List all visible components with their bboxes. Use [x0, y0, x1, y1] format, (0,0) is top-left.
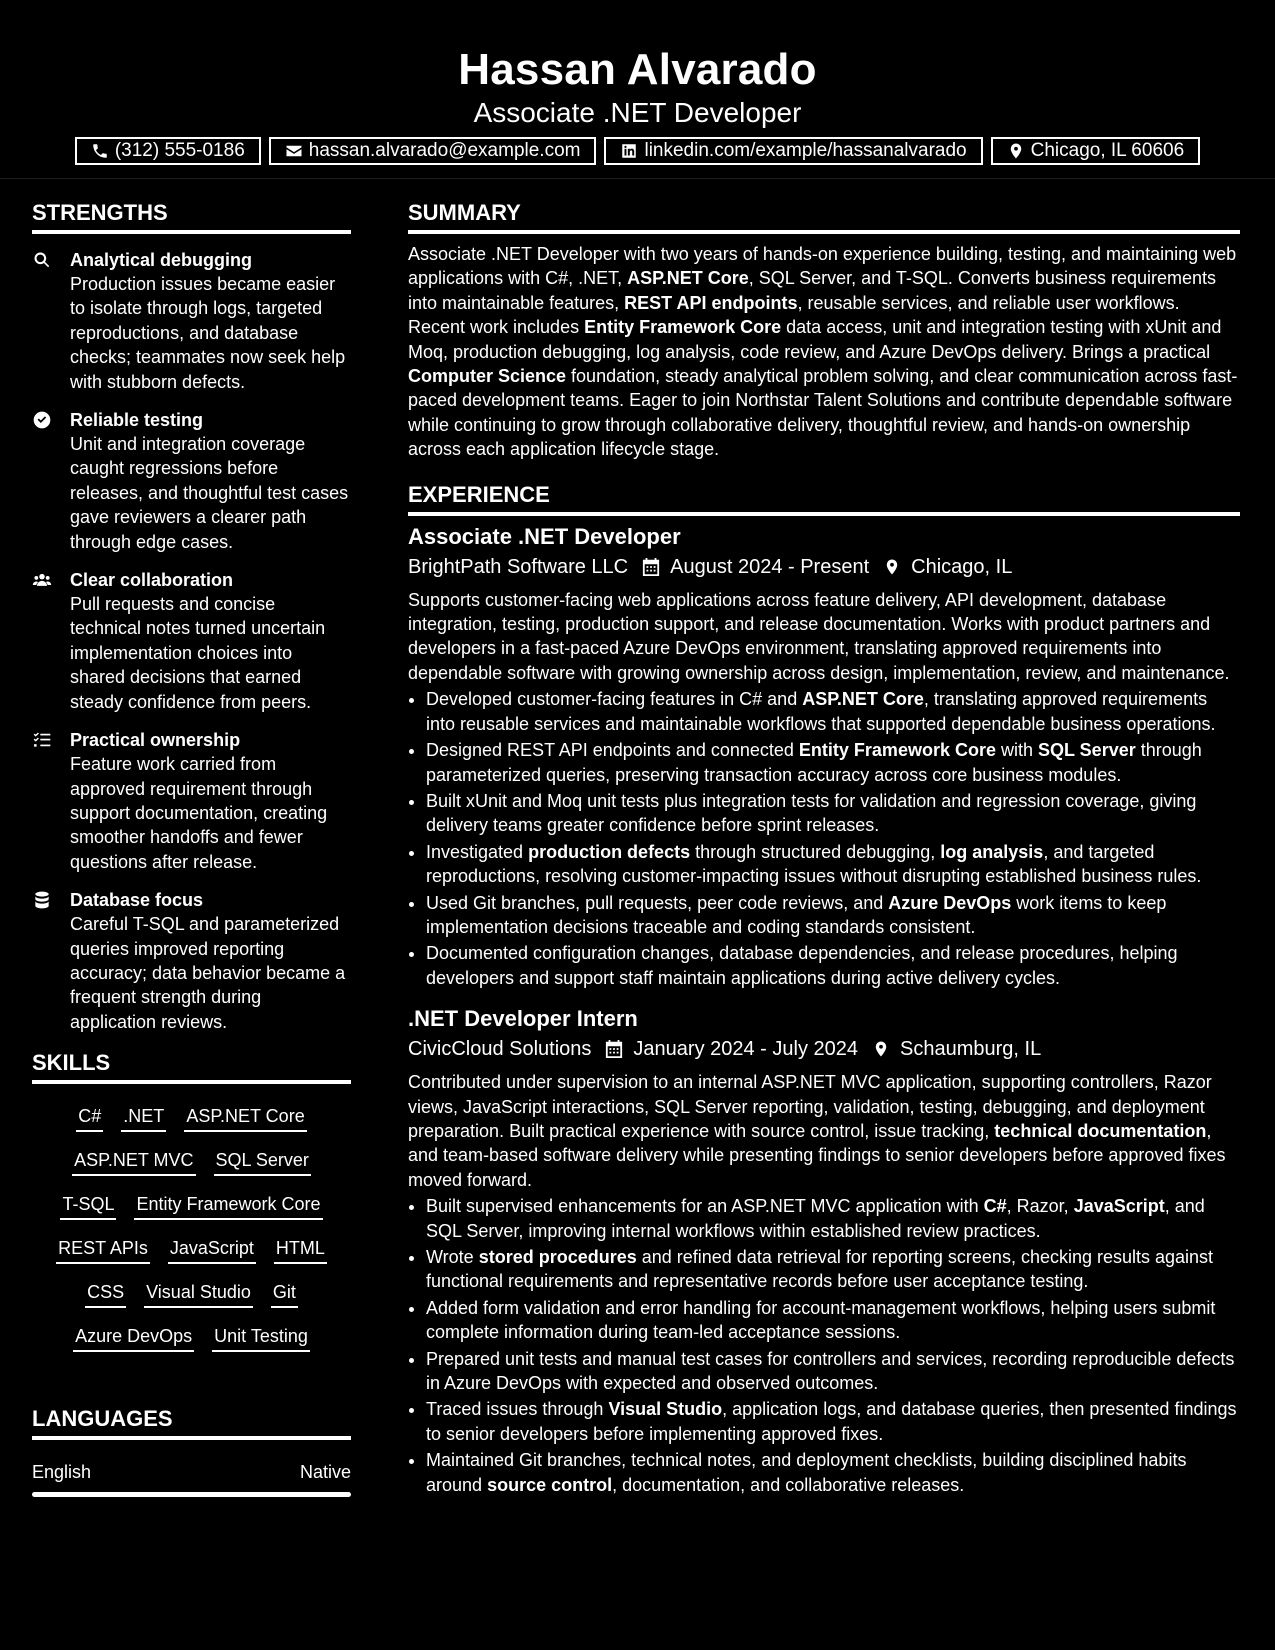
users-icon [32, 570, 52, 590]
text-run: , and targeted reproductions, resolving customer-impacting issues without disrupting established business rules. [426, 841, 1202, 887]
languages-section [32, 1404, 351, 1497]
text-run: Wrote [426, 1247, 479, 1267]
calendar-icon [642, 557, 660, 577]
strength-desc: Feature work carried from approved requirement through support documentation, creating smoother handoffs and fewer questions after release. [70, 754, 328, 872]
text-run: , application logs, and database queries, then presented findings to senior developers before implementing approved fixes. [426, 1399, 1237, 1444]
emphasis-text: REST API endpoints [624, 292, 798, 313]
job-location: Schaumburg, IL [900, 1038, 1042, 1061]
strength-title: Analytical debugging [70, 250, 253, 270]
text-run: Traced issues through [426, 1399, 609, 1420]
resume-header [0, 0, 1275, 179]
language-name: English [32, 1462, 92, 1483]
job-bullet [426, 1296, 1240, 1345]
emphasis-text: SQL Server [1038, 740, 1136, 761]
skills-heading: SKILLS [32, 1048, 351, 1084]
text-run: Added form validation and error handling for account-management workflows, helping users submit complete information during team-led acceptance sessions. [426, 1297, 1216, 1343]
job-entry [408, 1004, 1240, 1497]
search-icon [32, 250, 52, 270]
text-run: , and SQL Server, improving internal workflows within established review practices. [426, 1196, 1205, 1241]
job-title: .NET Developer Intern [408, 1006, 638, 1032]
map-pin-icon [1007, 142, 1025, 160]
skill-tag: Entity Framework Core [134, 1192, 322, 1220]
job-bullet [426, 1347, 1240, 1396]
phone-icon [91, 142, 109, 160]
job-bullet [426, 891, 1240, 940]
emphasis-text: Entity Framework Core [798, 740, 996, 761]
job-bullet [426, 789, 1240, 838]
linkedin-icon [620, 142, 638, 160]
summary-text [408, 242, 1240, 462]
text-run: Prepared unit tests and manual test cases for controllers and services, recording reproducible defects in Azure DevOps with expected and observed outcomes. [426, 1348, 1235, 1394]
skill-tag: C# [76, 1104, 103, 1132]
emphasis-text: stored procedures [478, 1247, 637, 1267]
text-run: Investigated [426, 841, 529, 862]
contact-email[interactable] [269, 137, 597, 165]
job-entry [408, 522, 1240, 991]
emphasis-text: Azure DevOps [888, 892, 1012, 913]
text-run: Contributed under supervision to an internal ASP.NET MVC application, supporting controllers, Razor views, JavaScript interactions, SQL Server reporting, validation, testing, debugging, and deployment preparation. Built practical experience with source control, issue tracking, [408, 1072, 1212, 1141]
text-run: Maintained Git branches, technical notes, and deployment checklists, building disciplined habits around [426, 1450, 1187, 1495]
calendar-icon [605, 1039, 623, 1059]
envelope-icon [285, 142, 303, 160]
contact-location-text: Chicago, IL 60606 [1030, 140, 1185, 161]
languages-heading: LANGUAGES [32, 1404, 351, 1440]
job-bullet [426, 941, 1240, 990]
job-bullets [408, 687, 1240, 990]
skill-tag: REST APIs [56, 1236, 150, 1264]
text-run: Used Git branches, pull requests, peer code reviews, and [426, 892, 889, 913]
strength-desc: Pull requests and concise technical notes turned uncertain implementation choices into shared decisions that earned steady confidence from peers. [70, 594, 326, 712]
contact-bar [0, 137, 1275, 165]
skill-tag: Unit Testing [212, 1324, 310, 1352]
emphasis-text: JavaScript [1073, 1196, 1165, 1217]
experience-heading: EXPERIENCE [408, 480, 1240, 516]
skill-tag: HTML [274, 1236, 327, 1264]
emphasis-text: Visual Studio [608, 1399, 723, 1420]
job-description [408, 1070, 1240, 1192]
strength-title: Reliable testing [70, 410, 204, 431]
job-dates: August 2024 - Present [670, 555, 870, 578]
skill-tag: .NET [121, 1104, 166, 1132]
job-location: Chicago, IL [911, 555, 1013, 578]
emphasis-text: Entity Framework Core [584, 317, 782, 338]
text-run: with [995, 740, 1038, 761]
text-run: Developed customer-facing features in C# and [426, 689, 803, 710]
emphasis-text: C# [983, 1196, 1007, 1217]
skill-tag: T-SQL [60, 1192, 116, 1220]
job-dates: January 2024 - July 2024 [633, 1038, 859, 1061]
skills-section [32, 1048, 351, 1352]
text-run: Associate .NET Developer with two years of hands-on experience building, testing, and maintaining web applications with C#, .NET, [408, 244, 1237, 289]
job-meta [408, 552, 1240, 582]
emphasis-text: production defects [528, 841, 691, 862]
list-check-icon [32, 730, 52, 750]
language-proficiency-bar [32, 1492, 351, 1497]
text-run: , Razor, [1006, 1196, 1074, 1217]
emphasis-text: ASP.NET Core [802, 689, 924, 710]
job-description [408, 588, 1240, 686]
database-icon [32, 890, 52, 910]
job-title: Associate .NET Developer [408, 523, 681, 549]
candidate-title: Associate .NET Developer [473, 97, 802, 128]
skill-tag: JavaScript [168, 1236, 256, 1264]
job-bullet [426, 840, 1240, 889]
text-run: data access, unit and integration testing with xUnit and Moq, production debugging, log analysis, code review, and Azure DevOps delivery. Brings a practical [408, 317, 1222, 362]
text-run: Supports customer-facing web applications across feature delivery, API development, database integration, testing, production support, and release documentation. Works with product partners and developers in a fast-paced Azure DevOps environment, translating approved requirements into dependable software with growing ownership across design, implementation, review, and maintenance. [408, 589, 1230, 683]
skill-tag: Visual Studio [144, 1280, 253, 1308]
strength-item [32, 248, 351, 394]
job-bullet [426, 738, 1240, 787]
contact-linkedin[interactable] [604, 137, 982, 165]
job-bullet [426, 1448, 1240, 1497]
strength-item [32, 408, 351, 554]
job-bullets [408, 1194, 1240, 1497]
candidate-name: Hassan Alvarado [458, 45, 817, 94]
skill-tag: CSS [85, 1280, 126, 1308]
text-run: foundation, steady analytical problem solving, and clear communication across fast-paced development teams. Eager to join Northstar Talent Solutions and contribute dependable software while continuing to grow through collaborative delivery, thoughtful review, and hands-on ownership across each application lifecycle stage. [408, 366, 1238, 460]
strength-desc: Unit and integration coverage caught regressions before releases, and thoughtful test cases gave reviewers a clearer path through edge cases. [70, 434, 349, 552]
job-meta [408, 1034, 1240, 1064]
text-run: and refined data retrieval for reporting screens, checking results against functional requirements and representative records before user acceptance testing. [426, 1247, 1214, 1292]
job-bullet [426, 687, 1240, 736]
emphasis-text: log analysis [940, 841, 1044, 862]
emphasis-text: technical documentation [994, 1120, 1207, 1141]
text-run: Built supervised enhancements for an ASP.NET MVC application with [426, 1196, 984, 1217]
job-bullet [426, 1194, 1240, 1243]
text-run: , SQL Server, and T-SQL. Converts business requirements into maintainable features, [408, 268, 1217, 313]
job-bullet [426, 1397, 1240, 1446]
text-run: through parameterized queries, preserving transaction accuracy across core business modules. [426, 740, 1202, 785]
contact-phone-text: (312) 555-0186 [114, 140, 245, 161]
strength-title: Clear collaboration [70, 570, 234, 591]
skill-tag: Azure DevOps [73, 1324, 194, 1352]
skill-tag: ASP.NET MVC [72, 1148, 195, 1176]
left-column [32, 198, 351, 1497]
strengths-heading: STRENGTHS [32, 198, 351, 234]
emphasis-text: source control [487, 1474, 613, 1495]
strengths-list [32, 248, 351, 1034]
strength-title: Practical ownership [70, 730, 241, 751]
strength-item [32, 728, 351, 874]
text-run: work items to keep implementation decisions traceable and coding standards consistent. [426, 892, 1167, 937]
text-run: , reusable services, and reliable user workflows. Recent work includes [408, 292, 1180, 338]
map-pin-icon [883, 557, 901, 577]
skill-tag: Git [271, 1280, 298, 1308]
strength-item [32, 888, 351, 1034]
job-company: BrightPath Software LLC [408, 555, 629, 578]
language-level: Native [299, 1462, 351, 1483]
strength-desc: Production issues became easier to isolate through logs, targeted reproductions, and database checks; teammates now seek help with stubborn defects. [70, 274, 346, 392]
skills-list [32, 1104, 351, 1352]
contact-email-text: hassan.alvarado@example.com [308, 140, 581, 161]
language-item [32, 1460, 351, 1484]
emphasis-text: Computer Science [408, 366, 567, 387]
map-pin-icon [872, 1039, 890, 1059]
emphasis-text: ASP.NET Core [627, 268, 749, 289]
check-circle-icon [32, 410, 52, 430]
skill-tag: SQL Server [214, 1148, 311, 1176]
text-run: , and team-based software delivery while presenting findings to senior developers before approved fixes moved forward. [408, 1120, 1226, 1190]
summary-heading: SUMMARY [408, 198, 1240, 234]
strength-item [32, 568, 351, 714]
contact-linkedin-text: linkedin.com/example/hassanalvarado [644, 140, 967, 161]
text-run: Built xUnit and Moq unit tests plus integration tests for validation and regression coverage, giving delivery teams greater confidence before sprint releases. [426, 790, 1197, 836]
experience-section [408, 480, 1240, 1497]
right-column [408, 198, 1240, 1499]
text-run: Designed REST API endpoints and connected [426, 740, 799, 761]
text-run: Documented configuration changes, database dependencies, and release procedures, helping developers and support staff maintain applications during active delivery cycles. [426, 943, 1178, 988]
job-company: CivicCloud Solutions [408, 1038, 592, 1061]
skill-tag: ASP.NET Core [184, 1104, 306, 1132]
contact-phone[interactable] [75, 137, 261, 165]
strength-title: Database focus [70, 890, 204, 911]
strength-desc: Careful T-SQL and parameterized queries improved reporting accuracy; data behavior became a frequent strength during application reviews. [70, 914, 346, 1032]
text-run: , documentation, and collaborative releases. [612, 1474, 965, 1495]
job-bullet [426, 1245, 1240, 1294]
contact-location[interactable] [991, 137, 1201, 165]
text-run: , translating approved requirements into reusable services and maintainable workflows that supported dependable business operations. [426, 689, 1216, 734]
text-run: through structured debugging, [690, 841, 941, 862]
